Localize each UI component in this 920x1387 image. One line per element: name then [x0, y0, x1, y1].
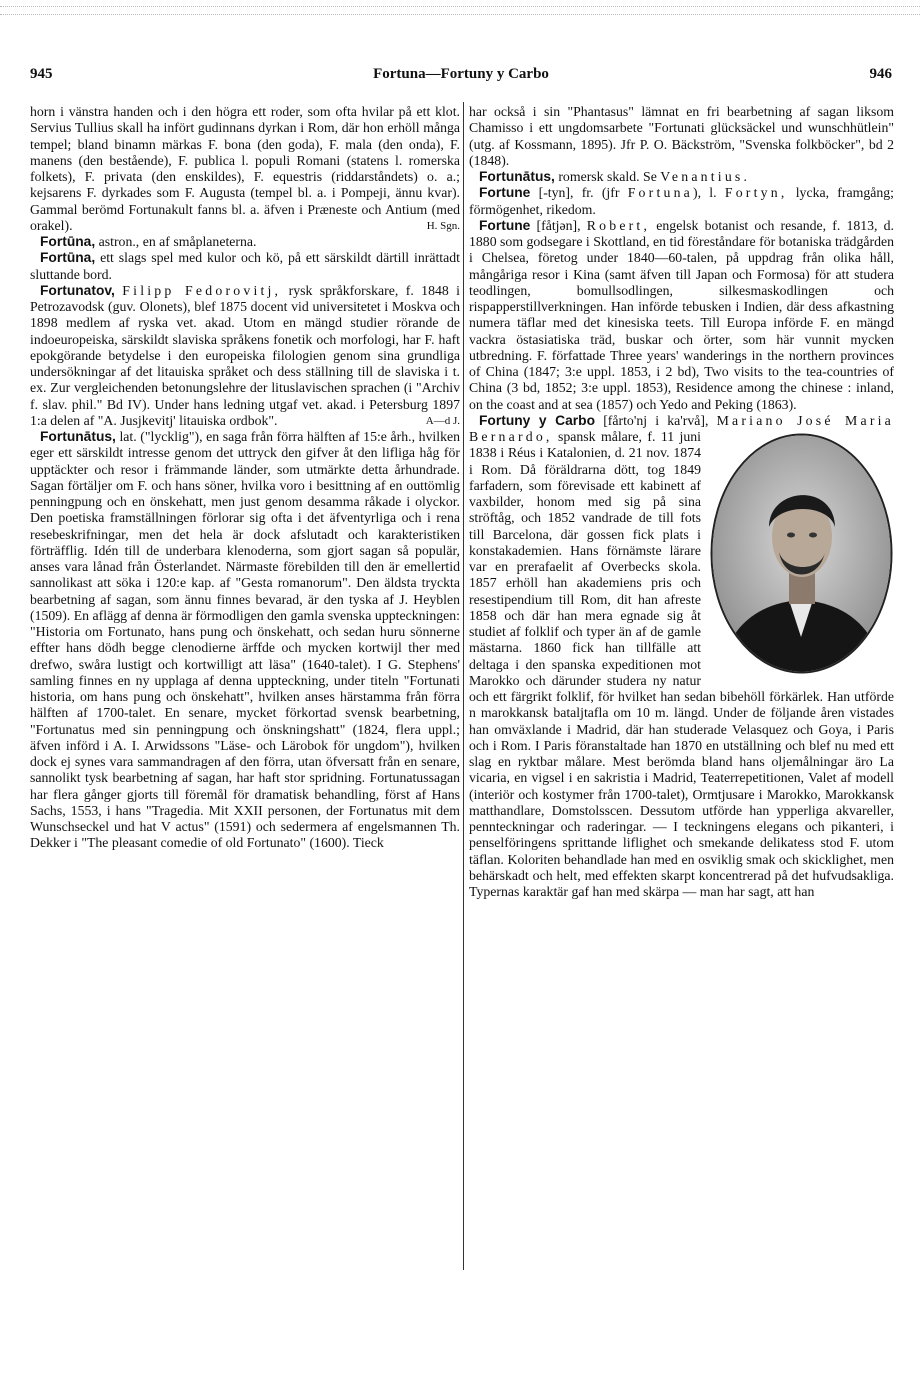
portrait-image [709, 432, 894, 675]
entry-fortunatov [30, 283, 460, 429]
entry-text: ett slags spel med kulor och kö, på ett särskildt därtill inrättadt sluttande bord. [30, 250, 460, 282]
entry-person-name: Filipp Fedorovitj, [122, 282, 282, 298]
author-signature: A—d J. [425, 414, 460, 427]
entry-headword: Fortūna, [40, 234, 96, 249]
entry-text: [fåtjən], [530, 217, 587, 233]
entry-text: horn i vänstra handen och i den högra ett roder, som ofta hvilar på ett klot. Servius Tullius skall ha infört gudinnans dyrkan i Rom, där hon erhöll många tempel; bland binamn märkas F. bona (den goda), F. mala (den onda), F. manens (den bestående), F. publica l. populi Romani (statens l. romerska folkets), F. privata (den enskildes), F. equestris (riddarståndets) o. a.; kejsarens F. dyrkades som F. Augusta (tempel bl. a. i Pompeji, ännu kvar). Gammal berömd Fortunakult fanns bl. a. äfven i Præneste och Antium (med orakel). [30, 104, 460, 233]
entry-fortuny-y-carbo [469, 413, 894, 901]
entry-text: engelsk botanist och resande, f. 1813, d. 1880 som godsegare i Skottland, en tid föreståndare för botaniska trädgården i Chelsea, företog under 1840—60-talen, på uppdrag från olika håll, mångåriga resor i Kina (samt äfven till Japan och Formosa) för att studera teodlingen, bomullsodlingen, silkesmaskodlingen och rispapperstillverkningen. Han införde tebusken i Indien, där dess afkastning numera täflar med det kinesiska teets. Till Europa införde F. en mängd vackra östasiatiska träd, buskar och örter, som här vunnit mycken utbredning. F. författade Three years' wanderings in the northern provinces of China (1847; 3:e uppl. 1853, i 2 bd), Two visits to the tea-countries of China (3 bd, 1852; 3:e uppl. 1853), Residence among the chinese : inland, on the coast and at sea (1857) och Yedo and Peking (1863). [469, 217, 894, 412]
entry-fortunatus-saga [30, 429, 460, 852]
entry-headword: Fortunātus, [479, 169, 555, 184]
entry-text: lat. ("lycklig"), en saga från förra hälften af 15:e årh., hvilken eger ett särskildt intresse genom det uttryck den gifver åt den lifliga håg för upptäckter och resor i främmande länder, som utmärkte detta århundrade. Sagan förtäljer om F. och hans söner, hvilka voro i besittning af en outtömlig penningpung och en önskehatt, men just genom desamma råkade i olyckor. Den poetiska framställningen förlorar sig ofta i det äfventyrliga och i rena resebeskrifningar, men det hela är dock afslutadt och karakteristiken förträfflig. Idén till de underbara klenoderna, som gjort sagan så populär, anses vara lånad från Österlandet. Närmaste förebilden till den är emellertid sannolikast att söka i 120:e kap. af "Gesta romanorum". Den äldsta tryckta bearbetning af sagan, som ännu finnes bevarad, är den tyska af J. Heyblen (1509). En aflägg af denna är förmodligen den gamla svenska uppteckningen: "Historia om Fortunato, hans pung och önskehatt, och sedan huru sönnerne effter hans dödh begge clenodierne ärffde och mycken kortwijl ther med drefwo, swåra lustigt och kortwilligt att läsa" (1640-talet). I G. Stephens' samling finnes en ny upplaga af denna uppteckning, under titeln "Fortunati historia, om hans pung och önskehatt", hvilken anses härstamma från förra hälften af 1700-talet. En senare, mycket förkortad svensk bearbetning, "Fortunatus med sin penningpung och önskningshatt" (1824, flera uppl.; äfven införd i A. I. Arwidssons "Läse- och Lärobok för ungdom"), hvilken dock ej synes vara sammandragen af den förra, utan öfversatt från en senare, sannolikt tysk bearbetning af sagan, har haft stor spridning. Fortunatussagan har flera gånger gjorts till föremål för dramatisk behandling, först af Hans Sachs, 1553, i hans "Tragedia. Mit XXII personen, der Fortunatus mit dem Wunschseckel und hat V actus" (1591) och sedermera af engelsmannen Th. Dekker i "The pleasant comedie of old Fortunato" (1600). Tieck [30, 429, 460, 851]
running-title: Fortuna—Fortuny y Carbo [373, 66, 549, 82]
entry-fortunatus-skald [469, 169, 894, 185]
entry-text: lycka, framgång; förmögenhet, rikedom. [469, 185, 894, 217]
entry-text: spansk målare, f. 11 juni 1838 i Réus i Katalonien, d. 21 nov. 1874 i Rom. Då föräldrarna dött, tog 1849 farfadern, som förevisade ett kabinett af vaxbilder, honom med sig på sina ströftåg, och 1852 vandrade de till fots till Barcelona, där gossen fick plats i konstakademien. Hans förnämste lärare var en prerafaelit af Overbecks skola. 1857 erhöll han akademiens pris och resestipendium till Rom, dit han afreste 1858 och där han mera egnade sig åt studiet af folklif och typer än af de gamle mästarna. 1860 fick han tillfälle att deltaga i den spanska expeditionen mot Marokko och därunder studera ny natur och ett färgrikt folklif, för hvilket han sedan bibehöll förkärlek. Han utförde n marokkansk bataljtafla om 10 m. längd. Under de följande åren vistades han omväxlande i Madrid, där han studerade Velasquez och Goya, i Paris och i Rom. I Paris föranstaltade han 1870 en utställning och blef nu med ett slag en ryktbar målare. Mest berömda bland hans oljemålningar äro La vicaria, en vigsel i en sakristia i Madrid, Teaterrepetitionen, Valet af modell (interiör och kostymer från 1700-talet), Ormtjusare i Marokko, Marokkansk matthandlare, Domstolsscen. Dessutom utförde han ypperliga akvareller, pennteckningar och raderingar. — I teckningens elegans och pikanteri, i penselföringens sprittande liflighet och smekande delikatess stod F. utom täflan. Koloriten behandlade han med en osviklig smak och skicklighet, men behärskadt och helt, med effekten skarpt koncentrerad på det hufvudsakliga. Typernas karaktär gaf han med skärpa — man har sagt, att han [469, 429, 894, 899]
running-header [30, 66, 892, 90]
entry-fortunatus-continued [469, 104, 894, 169]
entry-fortuna-spel [30, 250, 460, 283]
entry-headword: Fortune [479, 217, 531, 233]
cross-reference: Venantius. [660, 169, 751, 184]
entry-text: ), l. [693, 185, 725, 201]
entry-fortuna-continued [30, 104, 460, 234]
scan-border-dots [0, 6, 920, 7]
entry-text: har också i sin "Phantasus" lämnat en fri bearbetning af sagan liksom Chamisso i ett ungdomsarbete "Fortunati glücksäckel und wunschhütlein" (utg. af Kossmann, 1895). Jfr P. O. Bäckström, "Svenska folkböcker", bd 2 (1848). [469, 104, 894, 168]
page-number-left: 945 [30, 66, 53, 82]
entry-fortuna-astron [30, 234, 460, 250]
entry-text: romersk skald. Se [554, 169, 661, 184]
entry-headword: Fortunatov, [40, 282, 115, 298]
entry-fortune-robert [469, 218, 894, 413]
page-number-right: 946 [869, 66, 892, 82]
column-rule [463, 102, 464, 1270]
left-column [30, 104, 460, 852]
entry-text: rysk språkforskare, f. 1848 i Petrozavodsk (guv. Olonets), blef 1875 docent vid universitetet i Moskva och 1898 medlem af ryska vet. akad. Utom en mängd studier rörande de indoeuropeiska, särskildt slaviska språkens fonetik och morfologi, har F. haft epokgörande betydelse i den europeiska filologien genom sina grundliga undersökningar af det litauiska språket och dess ställning till de slaviska i t. ex. Zur vergleichenden betonungslehre der lituslavischen sprachen (i "Archiv f. slav. phil." Bd IV). Under hans ledning utgaf vet. akad. i Petersburg 1897 1:a delen af "A. Jusjkevitj' litauiska ordbok". [30, 282, 461, 428]
entry-text: [fårto'nj i ka'rvå], [595, 412, 717, 428]
scan-border-dots [0, 14, 920, 15]
cross-reference: Fortuna [627, 185, 694, 201]
right-column [469, 104, 894, 900]
cross-reference: Fortyn, [724, 185, 788, 201]
entry-headword: Fortune [479, 185, 531, 201]
entry-text: [-tyn], fr. (jfr [530, 185, 628, 201]
entry-headword: Fortūna, [40, 250, 96, 266]
entry-headword: Fortunātus, [40, 429, 116, 444]
entry-person-name: Mariano José Maria Bernardo, [469, 412, 894, 444]
entry-text: astron., en af småplaneterna. [95, 234, 257, 249]
entry-fortune-fr [469, 185, 894, 218]
entry-headword: Fortuny y Carbo [479, 412, 596, 428]
entry-person-name: Robert, [586, 217, 651, 233]
author-signature: H. Sgn. [426, 219, 460, 232]
